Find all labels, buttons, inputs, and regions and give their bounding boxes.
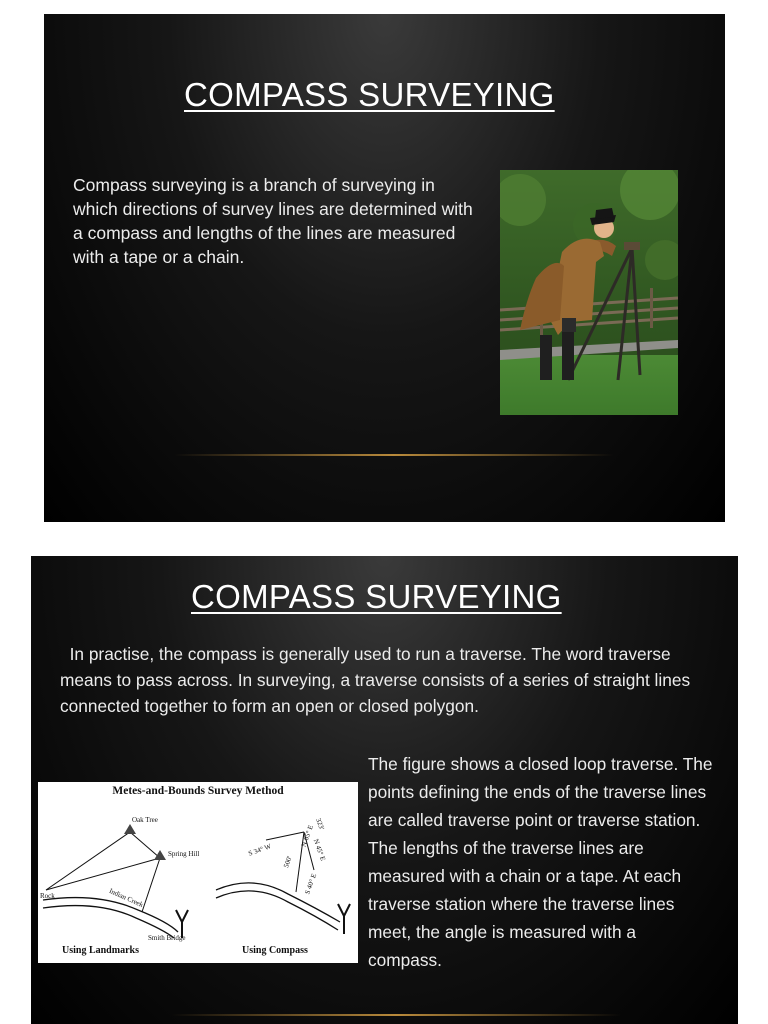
- label-oak-tree: Oak Tree: [132, 816, 158, 824]
- slide-2-side-text: The figure shows a closed loop traverse. The points defining the ends of the traverse lines are called traverse point or traverse station. The lengths of the traverse lines are measured with a chain or a tape. At each traverse station where the traverse lines meet, the angle is measured with a compass.: [368, 754, 713, 970]
- figure-label-landmarks: Using Landmarks: [62, 945, 139, 956]
- label-bearing-1: S 34° W: [247, 842, 273, 858]
- label-bearing-4: N 45° E: [311, 837, 327, 863]
- figure-label-compass: Using Compass: [242, 945, 308, 956]
- slide-2-intro-text: [60, 641, 725, 719]
- slide-1-body-text: Compass surveying is a branch of surveying in which directions of survey lines are determined with a compass and lengths of the lines are measured with a tape or a chain.: [73, 175, 473, 267]
- label-distance-2: 500': [282, 855, 294, 869]
- slide-2-title: COMPASS SURVEYING: [191, 578, 562, 615]
- slide-2: [31, 556, 738, 1024]
- label-creek: Indian Creek: [107, 886, 145, 910]
- surveyor-photo: [500, 170, 678, 415]
- traverse-figure: [38, 782, 358, 963]
- slide-1-title: COMPASS SURVEYING: [184, 76, 555, 113]
- label-bearing-3: S 40° E: [303, 872, 319, 896]
- slide-2-divider: [171, 1014, 621, 1016]
- slide-1: [44, 14, 725, 522]
- label-distance-1: 323': [314, 817, 326, 831]
- figure-title: Metes-and-Bounds Survey Method: [112, 785, 284, 797]
- slide-1-divider: [174, 454, 614, 456]
- label-spring-hill: Spring Hill: [168, 850, 200, 858]
- slide-2-intro-content: In practise, the compass is generally used to run a traverse. The word traverse means to pass across. In surveying, a traverse consists of a series of straight lines connected together to form an open or closed polygon.: [60, 644, 691, 716]
- label-rock: Rock: [40, 892, 55, 900]
- label-bridge: Smith Bridge: [148, 934, 186, 942]
- label-bearing-2: N 65° E: [299, 823, 315, 849]
